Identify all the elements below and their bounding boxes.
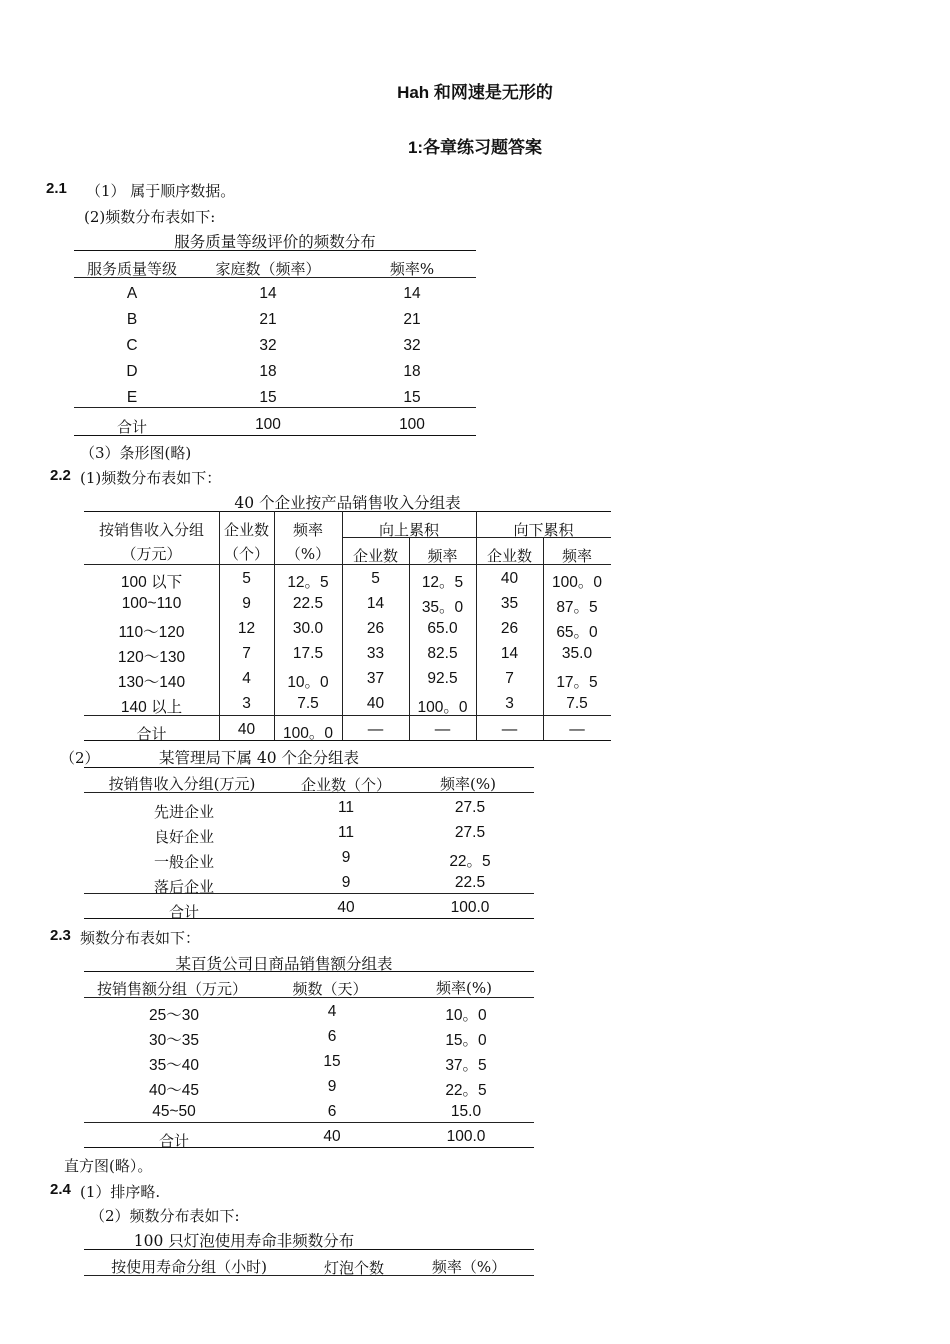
- column-header: 向下累积: [513, 521, 574, 539]
- row-label: 110～120: [118, 624, 185, 641]
- row-label: 120～130: [117, 649, 186, 666]
- column-header: 向上累积: [378, 521, 439, 539]
- table-cell: 40: [323, 1128, 341, 1145]
- table-cell: 18: [403, 363, 421, 380]
- column-header: 按销售收入分组(万元): [108, 775, 256, 793]
- column-subheader: 频率: [427, 547, 458, 565]
- page-title: Hah 和网速是无形的: [397, 83, 553, 102]
- column-header: 家庭数（频率）: [215, 260, 321, 278]
- table-cell: 22.5: [454, 874, 486, 891]
- table-cell: 12: [237, 620, 256, 637]
- table-cell: 一般企业: [153, 853, 214, 871]
- table-cell: 30.0: [292, 620, 324, 637]
- section-2-3-line2: 直方图(略）。: [64, 1157, 153, 1175]
- table-cell: 15: [259, 389, 277, 406]
- section-2-3-line1: 频数分布表如下：: [80, 929, 201, 947]
- table-cell: 12。5: [287, 574, 329, 591]
- table-cell: 9: [341, 849, 351, 866]
- table-caption: 100 只灯泡使用寿命非频数分布: [133, 1232, 355, 1250]
- table-cell: 100.0: [450, 899, 490, 916]
- table-cell: 11: [337, 799, 355, 816]
- table-cell: 25～30: [149, 1007, 199, 1024]
- column-header: 频数（天）: [292, 980, 368, 998]
- table-cell: 15: [323, 1053, 341, 1070]
- table-caption: 某管理局下属 40 个企分组表: [158, 749, 360, 767]
- row-label: 130～140: [117, 674, 186, 691]
- table-cell: 65.0: [427, 620, 458, 637]
- daily-sales-table: [84, 952, 534, 1152]
- table-cell: 30～35: [149, 1032, 199, 1049]
- section-2-2-number: 2.2: [50, 467, 71, 484]
- table-cell: 5: [371, 570, 380, 587]
- table-cell: 40: [237, 721, 256, 738]
- table-cell: 9: [242, 595, 251, 612]
- table-cell: 22。5: [445, 1082, 487, 1099]
- row-label: 100~110: [121, 595, 182, 612]
- column-subheader: 企业数: [486, 547, 532, 565]
- section-2-1-line3: （3）条形图(略): [80, 444, 192, 462]
- table-cell: 14: [259, 285, 277, 302]
- table-cell: 100。0: [417, 699, 468, 716]
- table-cell: 6: [327, 1103, 337, 1120]
- table-cell: 15.0: [450, 1103, 482, 1120]
- table-cell: 3: [242, 695, 251, 712]
- table-cell: 32: [403, 337, 421, 354]
- column-header: 频率%: [389, 260, 435, 278]
- table-cell: 82.5: [427, 645, 458, 662]
- table-cell: 15。0: [445, 1032, 487, 1049]
- table-cell: —: [367, 721, 384, 738]
- table-cell: 4: [242, 670, 251, 687]
- table-cell: B: [126, 311, 138, 328]
- table-cell: 良好企业: [153, 828, 214, 846]
- table-cell: E: [126, 389, 138, 406]
- table-cell: 40: [500, 570, 519, 587]
- total-label: 合计: [168, 903, 199, 921]
- table-cell: 27.5: [454, 824, 486, 841]
- table-cell: 17。5: [556, 674, 598, 691]
- table-cell: 7: [505, 670, 514, 687]
- table-cell: C: [126, 337, 138, 354]
- column-header: 频率: [292, 521, 323, 539]
- table-cell: 35。0: [421, 599, 464, 616]
- table-cell: 3: [505, 695, 514, 712]
- table-caption: 40 个企业按产品销售收入分组表: [234, 494, 461, 512]
- column-header-unit: （万元）: [121, 545, 182, 563]
- table-cell: 21: [259, 311, 277, 328]
- total-label: 合计: [136, 725, 167, 743]
- column-header: 按使用寿命分组（小时): [111, 1258, 267, 1276]
- table-cell: 26: [366, 620, 385, 637]
- table-cell: 14: [403, 285, 421, 302]
- table-cell: 14: [500, 645, 519, 662]
- table-cell: 35～40: [149, 1057, 199, 1074]
- table-cell: 先进企业: [153, 803, 214, 821]
- column-header-unit: （个）: [223, 545, 269, 563]
- total-label: 合计: [116, 418, 147, 436]
- table-cell: 9: [327, 1078, 337, 1095]
- section-2-4-number: 2.4: [50, 1181, 71, 1198]
- section-2-3-number: 2.3: [50, 927, 71, 944]
- table-cell: 7.5: [297, 695, 319, 712]
- section-2-2-line1: (1)频数分布表如下：: [80, 469, 222, 487]
- column-header: 频率(%): [440, 775, 496, 793]
- table-cell: 100: [255, 416, 281, 433]
- bulb-life-table: [84, 1229, 534, 1279]
- table-caption: 某百货公司日商品销售额分组表: [175, 955, 393, 973]
- section-2-2-part2-label: （2）: [60, 749, 100, 767]
- table-cell: 15: [403, 389, 421, 406]
- table-cell: 9: [341, 874, 351, 891]
- section-2-1-number: 2.1: [46, 180, 67, 197]
- table-cell: 32: [259, 337, 277, 354]
- table-cell: 27.5: [454, 799, 486, 816]
- section-2-4-line1: (1）排序略.: [80, 1183, 161, 1201]
- table-cell: 7.5: [566, 695, 588, 712]
- column-subheader: 频率: [561, 547, 592, 565]
- enterprise-group-table: [84, 746, 534, 922]
- section-2-1-line1: （1） 属于顺序数据。: [86, 182, 236, 200]
- column-header: 企业数: [223, 521, 269, 539]
- column-header: 按销售额分组（万元）: [96, 980, 247, 998]
- table-cell: 40～45: [149, 1082, 199, 1099]
- table-cell: —: [434, 721, 451, 738]
- table-cell: 37。5: [445, 1057, 487, 1074]
- table-cell: 11: [337, 824, 355, 841]
- table-cell: 35.0: [561, 645, 593, 662]
- column-header: 服务质量等级: [86, 260, 177, 278]
- table-cell: 40: [366, 695, 385, 712]
- table-cell: 落后企业: [153, 878, 214, 896]
- table-cell: 21: [403, 311, 421, 328]
- table-cell: 100。0: [283, 725, 333, 742]
- column-header: 灯泡个数: [323, 1259, 384, 1277]
- row-label: 100 以下: [120, 574, 183, 591]
- table-cell: 17.5: [292, 645, 324, 662]
- table-cell: 18: [259, 363, 277, 380]
- column-header: 按销售收入分组: [98, 521, 204, 539]
- table-cell: 12。5: [421, 574, 464, 591]
- table-cell: 100.0: [446, 1128, 486, 1145]
- section-2-1-line2: (2)频数分布表如下:: [84, 208, 216, 226]
- table-cell: 6: [327, 1028, 337, 1045]
- table-cell: 10。0: [287, 674, 329, 691]
- row-label: 140 以上: [120, 699, 183, 716]
- table-cell: 37: [366, 670, 385, 687]
- table-cell: 40: [337, 899, 355, 916]
- table-cell: —: [569, 721, 585, 738]
- table-cell: 100。0: [552, 574, 602, 591]
- table-cell: 87。5: [556, 599, 598, 616]
- table-cell: —: [501, 721, 518, 738]
- table-cell: 45~50: [152, 1103, 196, 1120]
- service-quality-table: [74, 230, 476, 440]
- table-cell: 4: [327, 1003, 337, 1020]
- table-cell: D: [126, 363, 138, 380]
- table-caption: 服务质量等级评价的频数分布: [174, 233, 376, 251]
- column-header: 企业数（个）: [300, 776, 391, 794]
- total-label: 合计: [158, 1132, 189, 1150]
- table-cell: 65。0: [556, 624, 598, 641]
- table-cell: A: [126, 285, 138, 302]
- column-header: 频率(%): [436, 979, 492, 997]
- table-cell: 5: [242, 570, 251, 587]
- table-cell: 26: [500, 620, 519, 637]
- table-cell: 35: [500, 595, 519, 612]
- page-subtitle: 1:各章练习题答案: [407, 138, 543, 157]
- sales-income-table: [84, 491, 611, 743]
- table-cell: 22.5: [292, 595, 324, 612]
- table-cell: 22。5: [449, 853, 491, 870]
- column-header-unit: （%）: [285, 545, 331, 563]
- table-cell: 33: [366, 645, 385, 662]
- section-2-4-line2: （2）频数分布表如下:: [90, 1207, 240, 1225]
- table-cell: 7: [242, 645, 251, 662]
- table-cell: 100: [399, 416, 425, 433]
- table-cell: 14: [366, 595, 385, 612]
- column-header: 频率（%）: [431, 1258, 507, 1276]
- table-cell: 92.5: [427, 670, 458, 687]
- column-subheader: 企业数: [352, 547, 398, 565]
- table-cell: 10。0: [445, 1007, 487, 1024]
